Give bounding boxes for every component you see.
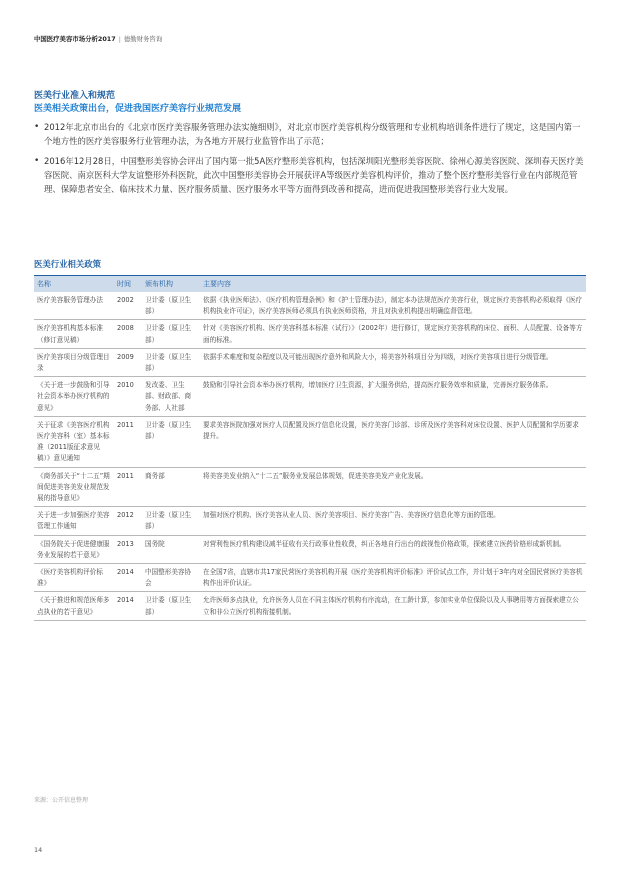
policy-agency: 卫计委（原卫生部） [142, 348, 200, 376]
policy-content: 对营利性医疗机构建设减半征收有关行政事业性收费，纠正各地自行出台的歧视性价格政策，探索建立医药价格形成新机制。 [200, 535, 586, 563]
brand-name: 德勤财务咨询 [123, 35, 163, 43]
policy-content: 在全国7省，直辖市共17家民营医疗美容机构开展《医疗美容机构评价标准》评价试点工作，并计划于3年内对全国民营医疗美容机构作出评价认证。 [200, 564, 586, 592]
policy-year: 2009 [114, 348, 142, 376]
bullet-item [34, 120, 586, 148]
policy-year: 2014 [114, 564, 142, 592]
bullet-text: 2012年北京市出台的《北京市医疗美容服务管理办法实施细则》，对北京市医疗美容机构分级管理和专业机构培训条件进行了规定，这是国内第一个地方性的医疗美容服务行业管理办法，为各地方开展行业监管作出了示范； [44, 122, 581, 146]
policy-agency: 卫计委（原卫生部） [142, 292, 200, 320]
table-row [34, 467, 586, 507]
table-row [34, 292, 586, 320]
policy-name: 医疗美容服务管理办法 [34, 292, 114, 320]
policy-name: 《国务院关于促进健康服务业发展的若干意见》 [34, 535, 114, 563]
policy-content: 将美容美发业纳入“十二五”服务业发展总体规划，促进美容美发产业化发展。 [200, 467, 586, 507]
policy-year: 2010 [114, 377, 142, 417]
policy-content: 依据手术难度和复杂程度以及可能出现医疗意外和风险大小，将美容外科项目分为四级，对医疗美容项目进行分级管理。 [200, 348, 586, 376]
source-note: 来源：公开信息整理 [34, 797, 89, 804]
policy-name: 《关于进一步鼓励和引导社会资本举办医疗机构的意见》 [34, 377, 114, 417]
policy-content: 允许医师多点执业，允许医务人员在不同主体医疗机构有序流动，在工龄计算，参加实业单位保险以及人事聘用等方面探索建立公立和非公立医疗机构衔接机制。 [200, 592, 586, 620]
table-row [34, 507, 586, 535]
report-title: 中国医疗美容市场分析2017 [34, 35, 116, 43]
policy-agency: 卫计委（原卫生部） [142, 507, 200, 535]
policy-content: 鼓励和引导社会资本举办医疗机构，增加医疗卫生资源，扩大服务供给，提高医疗服务效率和质量，完善医疗服务体系。 [200, 377, 586, 417]
bullet-dot: • [34, 122, 40, 132]
policy-table [34, 275, 586, 621]
policy-name: 关于进一步加强医疗美容管理工作通知 [34, 507, 114, 535]
policy-year: 2008 [114, 320, 142, 348]
column-header-year: 时间 [114, 276, 142, 293]
table-row [34, 564, 586, 592]
table-row [34, 416, 586, 467]
policy-content: 要求美容医院加强对医疗人员配置及医疗信息化设置，医疗美容门诊部、诊所及医疗美容科对床位设置、医护人员配置和学历要求提升。 [200, 416, 586, 467]
table-header-row [34, 276, 586, 293]
policy-year: 2002 [114, 292, 142, 320]
policy-year: 2011 [114, 416, 142, 467]
column-header-agency: 颁布机构 [142, 276, 200, 293]
table-row [34, 377, 586, 417]
page-header [34, 34, 162, 43]
policy-agency: 国务院 [142, 535, 200, 563]
column-header-name: 名称 [34, 276, 114, 293]
policy-agency: 中国整形美容协会 [142, 564, 200, 592]
bullet-dot: • [34, 156, 40, 166]
bullet-text: 2016年12月28日，中国整形美容协会评出了国内第一批5A医疗整形美容机构，包括深圳阳光整形美容医院、徐州心源美容医院、深圳春天医疗美容医院、南京医科大学友谊整形外科医院，此次中国整形美容协会开展获评A等级医疗美容机构评价，推动了整个医疗整形美容行业在内部规范管理、保障患者安全、临床技术力量、医疗服务质量、医疗服务水平等方面得到改善和提高，进而促进我国整形美容行业大发展。 [44, 156, 584, 194]
section-heading: 医美行业准入和规范 [34, 91, 116, 101]
policy-name: 《医疗美容机构评价标准》 [34, 564, 114, 592]
column-header-content: 主要内容 [200, 276, 586, 293]
policy-agency: 卫计委（原卫生部） [142, 320, 200, 348]
table-row [34, 348, 586, 376]
page-number: 14 [34, 846, 43, 854]
policy-year: 2014 [114, 592, 142, 620]
policy-agency: 发改委、卫生部、财政部、商务部、人社部 [142, 377, 200, 417]
table-title: 医美行业相关政策 [34, 259, 101, 269]
table-row [34, 320, 586, 348]
bullet-item [34, 154, 586, 196]
table-row [34, 535, 586, 563]
policy-content: 针对《美容医疗机构、医疗美容科基本标准（试行）》（2002年）进行修订，规定医疗美容机构的床位、面积、人员配置、设备等方面的标准。 [200, 320, 586, 348]
section-subheading: 医美相关政策出台，促进我国医疗美容行业规范发展 [34, 104, 242, 114]
policy-name: 医疗美容项目分级管理目录 [34, 348, 114, 376]
policy-agency: 卫计委（原卫生部） [142, 416, 200, 467]
policy-year: 2012 [114, 507, 142, 535]
policy-agency: 卫计委（原卫生部） [142, 592, 200, 620]
table-row [34, 592, 586, 620]
policy-content: 依据《执业医师法》、《医疗机构管理条例》和《护士管理办法》，制定本办法规范医疗美容行业，规定医疗美容机构必须取得《医疗机构执业许可证》，医疗美容医师必须具有执业医师资格，并且对执业机构提出明确监督管理。 [200, 292, 586, 320]
policy-agency: 商务部 [142, 467, 200, 507]
policy-content: 加强对医疗机构、医疗美容从业人员、医疗美容项目、医疗美容广告、美容医疗信息化等方面的管理。 [200, 507, 586, 535]
policy-year: 2011 [114, 467, 142, 507]
policy-name: 《关于推进和规范医师多点执业的若干意见》 [34, 592, 114, 620]
bullet-list [34, 120, 586, 202]
policy-name: 关于征求《美容医疗机构医疗美容科（室）基本标准（2011版征求意见稿）》意见通知 [34, 416, 114, 467]
header-separator: | [118, 35, 121, 43]
policy-name: 《商务部关于“十二五”期间促进美容美发业规范发展的指导意见》 [34, 467, 114, 507]
policy-year: 2013 [114, 535, 142, 563]
policy-name: 医疗美容机构基本标准（修订意见稿） [34, 320, 114, 348]
